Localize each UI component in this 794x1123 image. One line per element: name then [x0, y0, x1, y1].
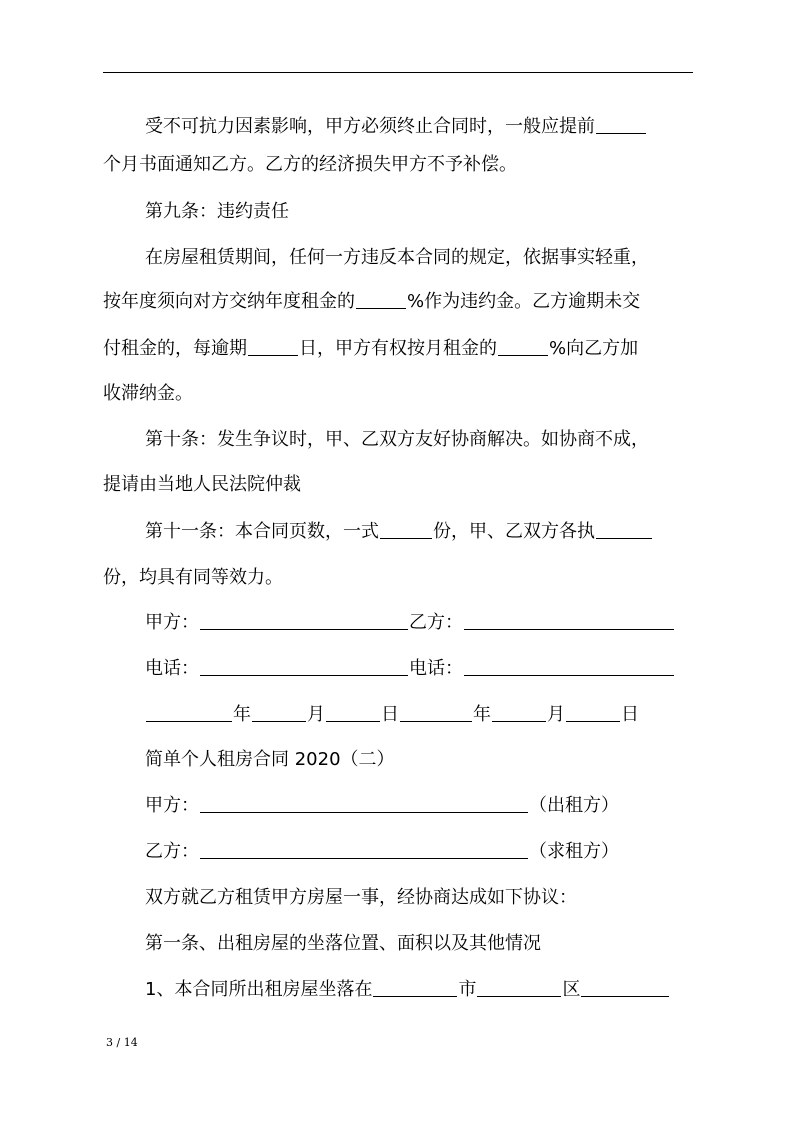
paragraph-breach-cont	[103, 334, 693, 364]
text: %作为违约金。乙方逾期未交	[407, 291, 641, 312]
paragraph-force-majeure	[103, 112, 693, 142]
paragraph-breach-cont	[103, 379, 693, 409]
party-a-field	[200, 611, 408, 630]
party-a-label: 甲方：	[145, 612, 199, 633]
phone-b-field	[464, 657, 674, 676]
text: 乙方：	[145, 841, 199, 862]
text: 月	[547, 704, 565, 725]
text: 按年度须向对方交纳年度租金的	[103, 291, 355, 312]
text: （出租方）	[529, 795, 619, 816]
text: 市	[458, 979, 477, 1000]
text: 甲方：	[145, 795, 199, 816]
month-field	[492, 703, 546, 722]
paragraph-force-majeure-cont	[103, 150, 693, 180]
agreement-intro	[103, 883, 693, 913]
article-10-cont	[103, 470, 693, 500]
text: 受不可抗力因素影响，甲方必须终止合同时，一般应提前	[145, 116, 595, 137]
year-field	[400, 703, 472, 722]
blank-field	[596, 115, 646, 134]
article-11	[103, 517, 693, 547]
page-number: 3 / 14	[106, 1036, 138, 1049]
paragraph-breach-cont	[103, 287, 693, 317]
year-field	[146, 703, 232, 722]
lessee-line	[103, 837, 693, 867]
text: 第十一条：本合同页数，一式	[145, 521, 379, 542]
day-field	[326, 703, 380, 722]
text: 第十条：发生争议时，甲、乙双方友好协商解决。如协商不成，	[145, 429, 649, 450]
article-1-item-1	[103, 975, 693, 1005]
text: 收滞纳金。	[103, 383, 193, 404]
text: %向乙方加	[549, 338, 639, 359]
text: （求租方）	[529, 841, 619, 862]
blank-field	[477, 978, 561, 997]
header-rule	[103, 72, 693, 73]
text: 年	[473, 704, 491, 725]
text: 年	[233, 704, 251, 725]
lessor-field	[200, 794, 528, 813]
text: 1、本合同所出租房屋坐落在	[145, 979, 373, 1000]
day-field	[566, 703, 620, 722]
lessee-field	[200, 840, 528, 859]
text: 份，均具有同等效力。	[103, 567, 283, 588]
phone-a-label: 电话：	[145, 658, 199, 679]
blank-field	[356, 290, 406, 309]
text: 双方就乙方租赁甲方房屋一事，经协商达成如下协议：	[145, 887, 577, 908]
article-10	[103, 425, 693, 455]
party-b-field	[464, 611, 674, 630]
text: 付租金的，每逾期	[103, 338, 247, 359]
article-9-heading	[103, 197, 693, 227]
article-1-heading	[103, 929, 693, 959]
text: 份，甲、乙双方各执	[433, 521, 595, 542]
phone-b-label: 电话：	[409, 658, 463, 679]
section-title	[103, 745, 693, 775]
text: 区	[562, 979, 581, 1000]
text: 日	[381, 704, 399, 725]
lessor-line	[103, 791, 693, 821]
text: 日	[621, 704, 639, 725]
blank-field	[380, 520, 432, 539]
text: 第九条：违约责任	[145, 201, 289, 222]
signature-phone-line	[103, 654, 693, 684]
blank-field	[596, 520, 652, 539]
blank-field	[581, 978, 669, 997]
article-11-cont	[103, 563, 693, 593]
signature-party-line	[103, 608, 693, 638]
month-field	[252, 703, 306, 722]
text: 日，甲方有权按月租金的	[299, 338, 497, 359]
text: 在房屋租赁期间，任何一方违反本合同的规定，依据事实轻重，	[145, 247, 649, 268]
blank-field	[373, 978, 457, 997]
text: 简单个人租房合同 2020（二）	[145, 749, 395, 770]
blank-field	[248, 337, 298, 356]
party-b-label: 乙方：	[409, 612, 463, 633]
blank-field	[498, 337, 548, 356]
text: 提请由当地人民法院仲裁	[103, 474, 301, 495]
signature-date-line	[103, 700, 693, 730]
phone-a-field	[200, 657, 408, 676]
text: 月	[307, 704, 325, 725]
text: 个月书面通知乙方。乙方的经济损失甲方不予补偿。	[103, 154, 517, 175]
text: 第一条、出租房屋的坐落位置、面积以及其他情况	[145, 933, 541, 954]
paragraph-breach	[103, 243, 693, 273]
